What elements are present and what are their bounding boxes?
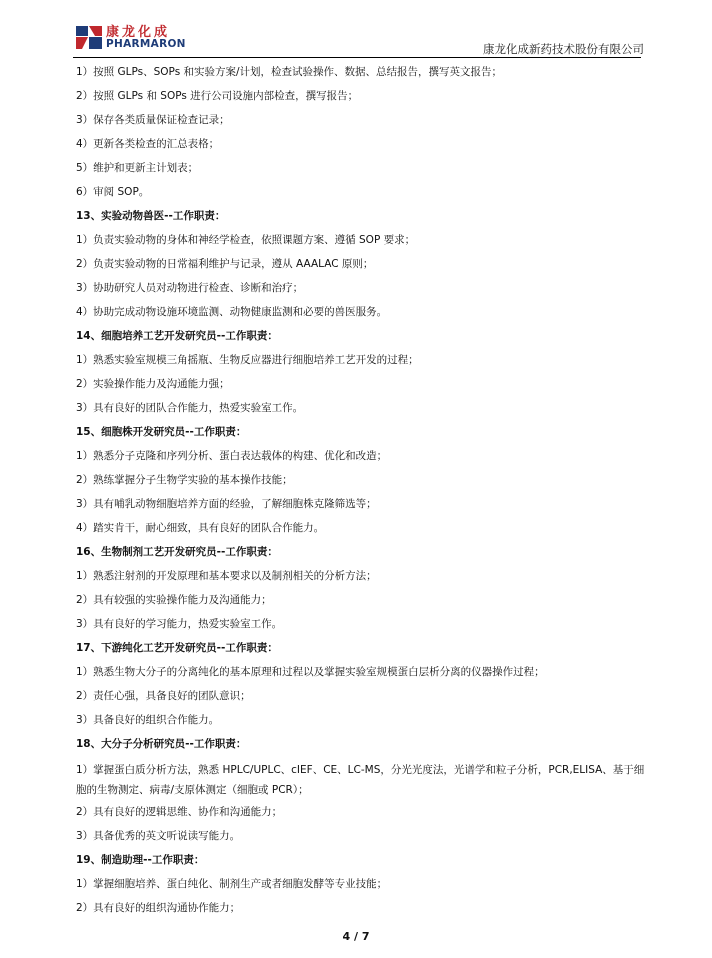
list-item: 1）负责实验动物的身体和神经学检查，依照课题方案、遵循 SOP 要求；: [76, 234, 416, 246]
page-number: 4 / 7: [342, 930, 370, 943]
list-item: 2）实验操作能力及沟通能力强；: [76, 378, 230, 390]
list-item: 4）踏实肯干，耐心细致，具有良好的团队合作能力。: [76, 522, 325, 534]
section-heading: 13、实验动物兽医--工作职责：: [76, 210, 226, 222]
list-item: 3）具有良好的团队合作能力，热爱实验室工作。: [76, 402, 304, 414]
logo-chinese-text: 康龙化成: [106, 25, 171, 40]
logo-english-text: PHARMARON: [106, 38, 186, 50]
list-item: 1）熟悉生物大分子的分离纯化的基本原理和过程以及掌握实验室规模蛋白层析分离的仪器操作过程；: [76, 666, 545, 678]
section-heading: 18、大分子分析研究员--工作职责：: [76, 738, 247, 750]
list-item: 1）熟悉实验室规模三角摇瓶、生物反应器进行细胞培养工艺开发的过程；: [76, 354, 419, 366]
list-item: 3）具有良好的学习能力，热爱实验室工作。: [76, 618, 283, 630]
list-item: 3）具备优秀的英文听说读写能力。: [76, 830, 241, 842]
list-item: 3）具有哺乳动物细胞培养方面的经验，了解细胞株克隆筛选等；: [76, 498, 377, 510]
section-heading: 17、下游纯化工艺开发研究员--工作职责：: [76, 642, 278, 654]
list-item: 1）按照 GLPs、SOPs 和实验方案/计划，检查试验操作、数据、总结报告，撰写英文报告；: [76, 66, 503, 78]
list-item: 6）审阅 SOP。: [76, 186, 150, 198]
list-item: 2）负责实验动物的日常福利维护与记录，遵从 AAALAC 原则；: [76, 258, 374, 270]
list-item: 1）熟悉注射剂的开发原理和基本要求以及制剂相关的分析方法；: [76, 570, 377, 582]
list-item: 3）保存各类质量保证检查记录；: [76, 114, 230, 126]
header-divider: [73, 57, 641, 58]
list-item: 1）熟悉分子克隆和序列分析、蛋白表达载体的构建、优化和改造；: [76, 450, 388, 462]
document-body: [76, 60, 648, 920]
list-item: 2）具有良好的组织沟通协作能力；: [76, 902, 241, 914]
section-heading: 16、生物制剂工艺开发研究员--工作职责：: [76, 546, 278, 558]
page-header: [0, 0, 712, 60]
company-logo: [76, 22, 188, 54]
list-item: 2）熟练掌握分子生物学实验的基本操作技能；: [76, 474, 293, 486]
list-item: 4）更新各类检查的汇总表格；: [76, 138, 220, 150]
list-item: 3）协助研究人员对动物进行检查、诊断和治疗；: [76, 282, 304, 294]
list-item: 2）责任心强，具备良好的团队意识；: [76, 690, 251, 702]
list-item: 1）掌握蛋白质分析方法，熟悉 HPLC/UPLC、cIEF、CE、LC-MS，分光光度法，光谱学和粒子分析，PCR,ELISA、基于细胞的生物测定、病毒/支原体测定（细胞或 PCR）；: [76, 764, 645, 796]
company-name: 康龙化成新药技术股份有限公司: [483, 42, 644, 56]
list-item: 4）协助完成动物设施环境监测、动物健康监测和必要的兽医服务。: [76, 306, 388, 318]
list-item: 2）具有良好的逻辑思维、协作和沟通能力；: [76, 806, 283, 818]
section-heading: 14、细胞培养工艺开发研究员--工作职责：: [76, 330, 278, 342]
list-item: 1）掌握细胞培养、蛋白纯化、制剂生产或者细胞发酵等专业技能；: [76, 878, 388, 890]
list-item: 3）具备良好的组织合作能力。: [76, 714, 220, 726]
list-item: 5）维护和更新主计划表；: [76, 162, 199, 174]
section-heading: 15、细胞株开发研究员--工作职责：: [76, 426, 247, 438]
list-item: 2）具有较强的实验操作能力及沟通能力；: [76, 594, 272, 606]
pharmaron-logo-icon: [76, 22, 102, 50]
section-heading: 19、制造助理--工作职责：: [76, 854, 205, 866]
list-item: 2）按照 GLPs 和 SOPs 进行公司设施内部检查，撰写报告；: [76, 90, 359, 102]
